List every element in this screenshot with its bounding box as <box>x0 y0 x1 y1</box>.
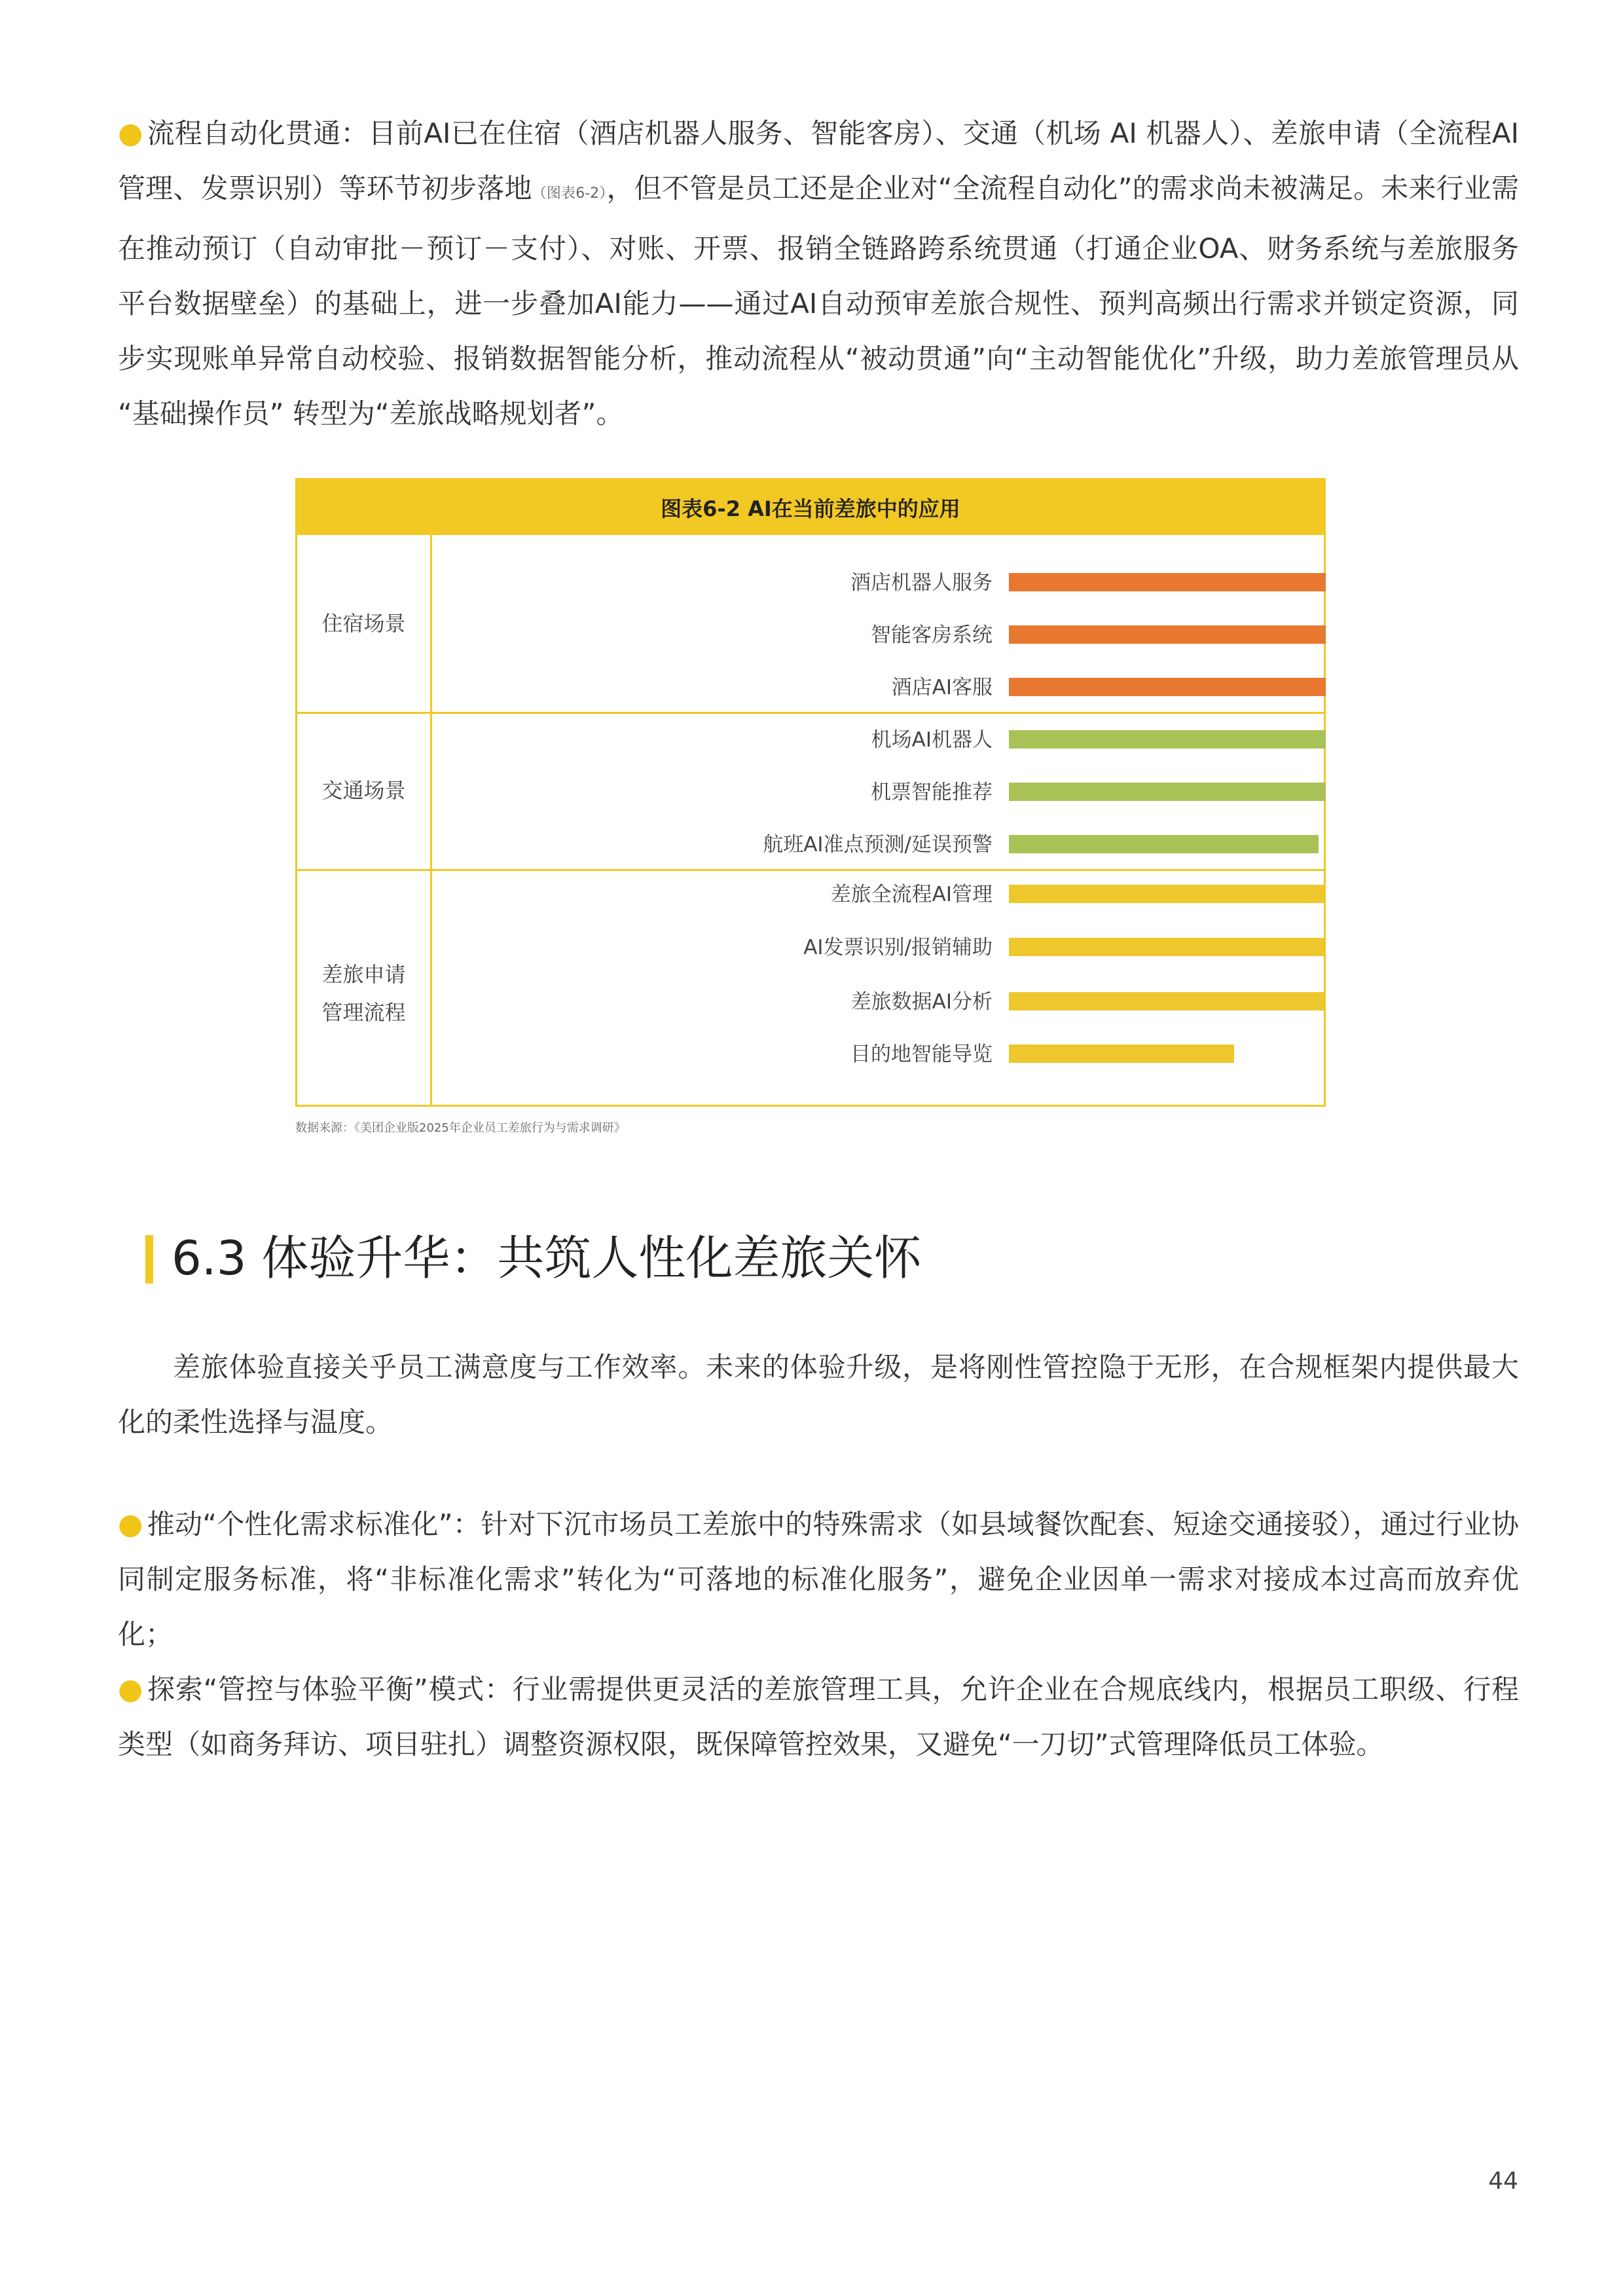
paragraph-text: 目前AI已在住宿（酒店机器人服务、智能客房）、交通（机场 AI 机器人）、差旅申请（全流程AI管理、发票识别）等环节初步落地 <box>118 117 1519 204</box>
category-label: 机场AI机器人 <box>871 728 993 752</box>
paragraph-text: 行业需提供更灵活的差旅管理工具，允许企业在合规底线内，根据员工职级、行程类型（如商务拜访、项目驻扎）调整资源权限，既保障管控效果，又避免“一刀切”式管理降低员工体验。 <box>118 1673 1519 1760</box>
paragraph-intro <box>118 1340 1519 1450</box>
figure-reference: （图表6-2） <box>532 185 607 202</box>
group-label-text: 交通场景 <box>321 778 406 803</box>
heading-accent-bar <box>145 1235 153 1284</box>
bar <box>1009 678 1326 696</box>
paragraph-text: ，但不管是员工还是企业对“全流程自动化”的需求尚未被满足。未来行业需在推动预订（自动审批－预订－支付）、对账、开票、报销全链路跨系统贯通（打通企业OA、财务系统与差旅服务平台数据壁垒）的基础上，进一步叠加AI能力——通过AI自动预审差旅合规性、预判高频出行需求并锁定资源，同步实现账单异常自动校验、报销数据智能分析，推动流程从“被动贯通”向“主动智能优化”升级，助力差旅管理员从 “基础操作员” 转型为“差旅战略规划者”。 <box>118 172 1519 430</box>
bar <box>1009 625 1326 644</box>
category-label: AI发票识别/报销辅助 <box>803 936 993 959</box>
page-number: 44 <box>1488 2168 1518 2194</box>
category-label: 差旅数据AI分析 <box>850 990 993 1014</box>
bar <box>1009 783 1326 801</box>
bar <box>1009 938 1326 956</box>
group-label-application <box>297 955 430 1031</box>
chart-source: 数据来源：《美团企业版2025年企业员工差旅行为与需求调研》 <box>295 1121 626 1135</box>
category-label: 酒店机器人服务 <box>850 571 993 595</box>
group-label-line: 差旅申请 <box>321 962 406 987</box>
paragraph-lead: 探索“管控与体验平衡”模式： <box>147 1673 513 1705</box>
category-label: 差旅全流程AI管理 <box>830 883 993 906</box>
chart-title-text: 图表6-2 AI在当前差旅中的应用 <box>661 496 960 521</box>
group-label-line: 管理流程 <box>321 1000 406 1025</box>
bar <box>1009 885 1326 903</box>
bar <box>1009 730 1326 749</box>
category-label: 酒店AI客服 <box>891 676 993 699</box>
paragraph-balance <box>118 1662 1519 1772</box>
paragraph-process-automation <box>118 106 1519 441</box>
paragraph-lead: 推动“个性化需求标准化”： <box>147 1508 481 1540</box>
paragraph-personalization <box>118 1497 1519 1662</box>
chart-title <box>297 480 1324 535</box>
paragraph-lead: 流程自动化贯通： <box>147 117 369 149</box>
category-label: 智能客房系统 <box>871 623 993 647</box>
bullet-dot-icon: ● <box>118 1673 144 1706</box>
group-label-lodging <box>297 604 430 642</box>
bar <box>1009 992 1326 1010</box>
bullet-dot-icon: ● <box>118 117 143 150</box>
bullet-dot-icon: ● <box>118 1508 143 1541</box>
bar <box>1009 835 1319 853</box>
paragraph-text: 针对下沉市场员工差旅中的特殊需求（如县域餐饮配套、短途交通接驳），通过行业协同制定服务标准，将“非标准化需求”转化为“可落地的标准化服务”，避免企业因单一需求对接成本过高而放弃优化； <box>118 1508 1519 1650</box>
category-label: 目的地智能导览 <box>850 1043 993 1066</box>
column-divider <box>430 535 432 1105</box>
paragraph-text: 差旅体验直接关乎员工满意度与工作效率。未来的体验升级，是将刚性管控隐于无形，在合规框架内提供最大化的柔性选择与温度。 <box>118 1351 1519 1438</box>
bar <box>1009 573 1326 591</box>
bar <box>1009 1045 1234 1063</box>
group-label-text: 住宿场景 <box>321 611 406 636</box>
category-label: 机票智能推荐 <box>871 781 993 804</box>
group-label-transport <box>297 771 430 809</box>
chart-container <box>295 478 1326 1107</box>
bar-chart-svg <box>433 535 1326 1107</box>
category-label: 航班AI准点预测/延误预警 <box>763 833 993 857</box>
section-heading: 6.3 体验升华：共筑人性化差旅关怀 <box>172 1231 922 1286</box>
